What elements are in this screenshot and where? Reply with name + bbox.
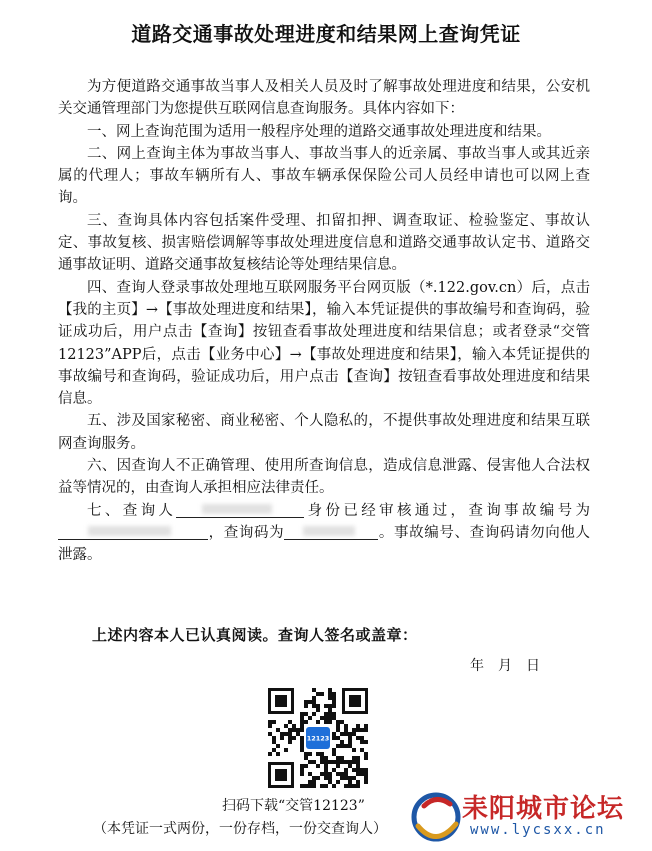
qr-code[interactable] [265,685,371,791]
confirmation-statement: 上述内容本人已认真阅读。查询人签名或盖章： [92,626,418,644]
forum-logo-icon [408,786,468,848]
forum-name: 耒阳城市论坛 [462,794,625,824]
document-body [58,76,590,567]
accident-number-blank [58,522,208,540]
date-line: 年月日 [470,658,554,674]
forum-url[interactable]: www.lycsxx.cn [470,822,606,838]
inquiry-code-blank [284,522,378,540]
clause-3: 三、查询具体内容包括案件受理、扣留扣押、调查取证、检验鉴定、事故认定、事故复核、损害赔偿调解等事故处理进度信息和道路交通事故认定书、道路交通事故证明、道路交通事故复核结论等处理结果信息。 [58,212,590,274]
clause-7-mid1: 身份已经审核通过，查询事故编号为 [304,502,591,519]
clause-7-mid2: ，查询码为 [208,524,285,541]
clause-1: 一、网上查询范围为适用一般程序处理的道路交通事故处理进度和结果。 [87,123,551,140]
forum-watermark [408,784,652,850]
intro-paragraph: 为方便道路交通事故当事人及相关人员及时了解事故处理进度和结果，公安机关交通管理部门为您提供互联网信息查询服务。具体内容如下： [58,79,590,118]
clause-7-suffix: 。事故编号、查询码请勿向他人泄露。 [58,524,590,564]
footer-note: （本凭证一式两份，一份存档，一份交查询人） [93,821,387,837]
document-title: 道路交通事故处理进度和结果网上查询凭证 [131,22,521,46]
inquirer-name-blank [176,500,304,518]
app-logo-label: 12123 [306,734,330,743]
clause-5: 五、涉及国家秘密、商业秘密、个人隐私的，不提供事故处理进度和结果互联网查询服务。 [58,413,590,452]
qr-caption: 扫码下载“交管12123” [222,798,365,814]
clause-4: 四、查询人登录事故处理地互联网服务平台网页版（*.122.gov.cn）后，点击【我的主页】→【事故处理进度和结果】，输入本凭证提供的事故编号和查询码，验证成功后，用户点击【查询】按钮查看事故处理进度和结果信息；或者登录“交管12123”APP后，点击【业务中心】→【事故处理进度和结果】，输入本凭证提供的事故编号和查询码，验证成功后，用户点击【查询】按钮查看事故处理进度和结果信息。 [58,279,590,408]
clause-2: 二、网上查询主体为事故当事人、事故当事人的近亲属、事故当事人或其近亲属的代理人；事故车辆所有人、事故车辆承保保险公司人员经申请也可以网上查询。 [58,145,590,207]
clause-6: 六、因查询人不正确管理、使用所查询信息，造成信息泄露、侵害他人合法权益等情况的，由查询人承担相应法律责任。 [58,458,590,497]
clause-7 [58,500,590,567]
clause-7-prefix: 七、查询人 [87,502,177,519]
